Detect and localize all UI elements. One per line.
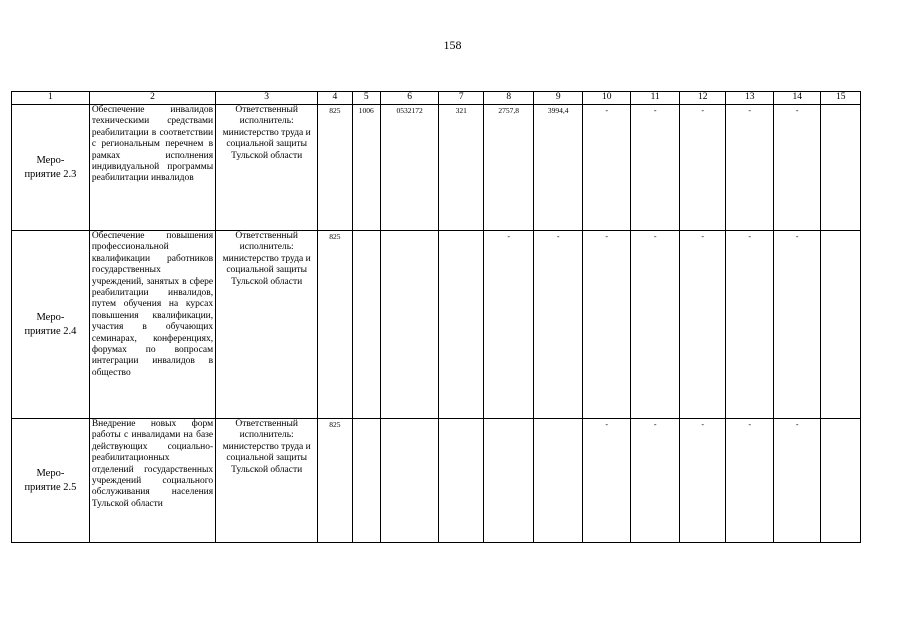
activity-label: приятие 2.4 <box>24 325 77 337</box>
activity-label: приятие 2.3 <box>24 168 77 180</box>
data-cell: - <box>726 231 774 419</box>
activity-number-cell <box>12 419 90 543</box>
header-cell: 11 <box>631 92 680 105</box>
data-cell: - <box>582 105 631 231</box>
data-cell: - <box>679 105 725 231</box>
data-cell: 1006 <box>352 105 380 231</box>
activity-description-cell: Обеспечение повышения профессиональной квалификации работников государственных учреждений, занятых в сфере реабилитации инвалидов, путем обучения на курсах повышения квалификации, участия в обучающих семинарах, конференциях, форумах по вопросам интеграции инвалидов в общество <box>89 231 215 419</box>
data-cell: 321 <box>439 105 483 231</box>
activity-number-cell <box>12 231 90 419</box>
header-cell: 14 <box>773 92 821 105</box>
data-cell <box>352 419 380 543</box>
executor-cell: Ответственный исполнитель: министерство труда и социальной защиты Тульской области <box>216 419 318 543</box>
header-cell: 15 <box>821 92 861 105</box>
header-cell: 4 <box>318 92 352 105</box>
data-cell: - <box>631 419 680 543</box>
data-cell <box>439 419 483 543</box>
data-cell: - <box>773 419 821 543</box>
header-cell: 13 <box>726 92 774 105</box>
data-cell <box>821 419 861 543</box>
data-cell <box>534 419 583 543</box>
header-cell: 7 <box>439 92 483 105</box>
table-row <box>12 419 861 543</box>
table-header-row <box>12 92 861 105</box>
activity-description-cell: Обеспечение инвалидов техническими средствами реабилитации в соответствии с региональным перечнем в рамках исполнения индивидуальной программы реабилитации инвалидов <box>89 105 215 231</box>
page-number: 158 <box>443 38 462 52</box>
table-row <box>12 231 861 419</box>
data-cell: - <box>726 105 774 231</box>
data-cell: - <box>582 231 631 419</box>
data-cell <box>380 419 439 543</box>
table-row <box>12 105 861 231</box>
header-cell: 5 <box>352 92 380 105</box>
activity-label: приятие 2.5 <box>24 481 77 493</box>
activity-number-cell <box>12 105 90 231</box>
data-cell: - <box>631 105 680 231</box>
activity-label: Меро- <box>36 467 65 479</box>
program-activities-table <box>11 91 861 543</box>
data-cell: - <box>483 231 534 419</box>
header-cell: 1 <box>12 92 90 105</box>
executor-cell: Ответственный исполнитель: министерство труда и социальной защиты Тульской области <box>216 231 318 419</box>
header-cell: 6 <box>380 92 439 105</box>
data-cell: 825 <box>318 231 352 419</box>
data-cell <box>380 231 439 419</box>
data-cell: 2757,8 <box>483 105 534 231</box>
data-cell: - <box>679 419 725 543</box>
header-cell: 10 <box>582 92 631 105</box>
data-cell <box>821 231 861 419</box>
data-cell: 0532172 <box>380 105 439 231</box>
data-cell: - <box>679 231 725 419</box>
header-cell: 3 <box>216 92 318 105</box>
data-cell: - <box>773 105 821 231</box>
data-cell <box>439 231 483 419</box>
data-cell: 825 <box>318 105 352 231</box>
header-cell: 2 <box>89 92 215 105</box>
data-cell <box>352 231 380 419</box>
data-cell: - <box>773 231 821 419</box>
data-cell: 3994,4 <box>534 105 583 231</box>
activity-description-cell: Внедрение новых форм работы с инвалидами на базе действующих социально-реабилитационных отделений государственных учреждений социального обслуживания населения Тульской области <box>89 419 215 543</box>
executor-cell: Ответственный исполнитель: министерство труда и социальной защиты Тульской области <box>216 105 318 231</box>
data-cell: - <box>582 419 631 543</box>
activity-label: Меро- <box>36 154 65 166</box>
activity-label: Меро- <box>36 311 65 323</box>
data-cell: 825 <box>318 419 352 543</box>
header-cell: 9 <box>534 92 583 105</box>
data-cell: - <box>534 231 583 419</box>
data-cell <box>483 419 534 543</box>
header-cell: 12 <box>679 92 725 105</box>
data-cell <box>821 105 861 231</box>
header-cell: 8 <box>483 92 534 105</box>
data-cell: - <box>631 231 680 419</box>
data-cell: - <box>726 419 774 543</box>
